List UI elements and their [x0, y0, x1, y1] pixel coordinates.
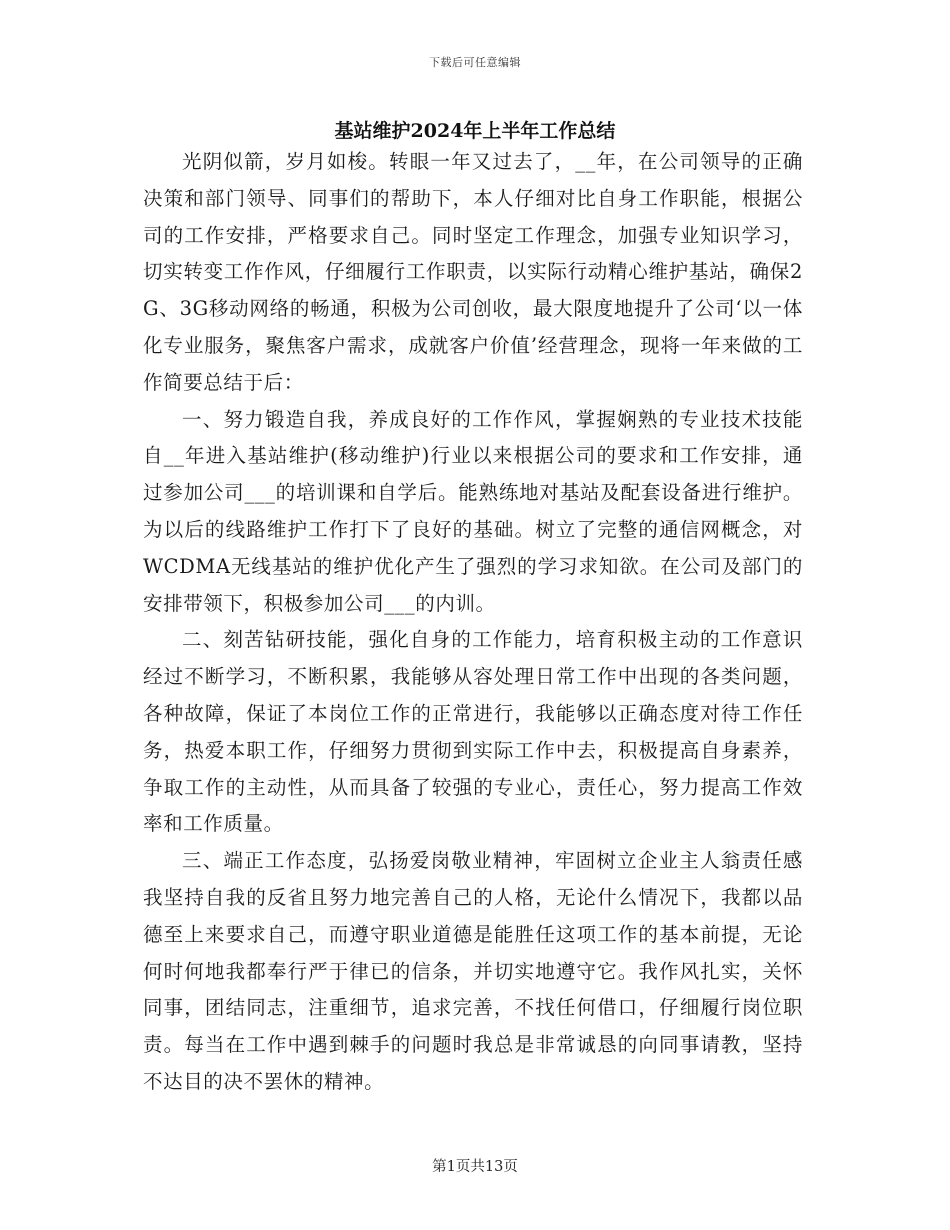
header-note: 下载后可任意编辑 [429, 56, 521, 69]
paragraph-section-2: 二、刻苦钻研技能，强化自身的工作能力，培育积极主动的工作意识经过不断学习，不断积累，我能够从容处理日常工作中出现的各类问题，各种故障，保证了本岗位工作的正常进行，我能够以正确态度对待工作任务，热爱本职工作，仔细努力贯彻到实际工作中去，积极提高自身素养，争取工作的主动性，从而具备了较强的专业心，责任心，努力提高工作效率和工作质量。 [143, 628, 803, 836]
paragraph-section-1: 一、努力锻造自我，养成良好的工作作风，掌握娴熟的专业技术技能自__年进入基站维护(移动维护)行业以来根据公司的要求和工作安排，通过参加公司___的培训课和自学后。能熟练地对基站及配套设备进行维护。为以后的线路维护工作打下了良好的基础。树立了完整的通信网概念，对WCDMA无线基站的维护优化产生了强烈的学习求知欲。在公司及部门的安排带领下，积极参加公司___的内训。 [143, 407, 803, 615]
document-body [143, 144, 803, 1101]
paragraph-intro: 光阴似箭，岁月如梭。转眼一年又过去了，__年，在公司领导的正确决策和部门领导、同事们的帮助下，本人仔细对比自身工作职能，根据公司的工作安排，严格要求自己。同时坚定工作理念，加强专业知识学习，切实转变工作作风，仔细履行工作职责，以实际行动精心维护基站，确保2G、3G移动网络的畅通，积极为公司创收，最大限度地提升了公司‘以一体化专业服务，聚焦客户需求，成就客户价值’经营理念，现将一年来做的工作简要总结于后： [143, 150, 803, 394]
paragraph-section-3: 三、端正工作态度，弘扬爱岗敬业精神，牢固树立企业主人翁责任感我坚持自我的反省且努力地完善自己的人格，无论什么情况下，我都以品德至上来要求自己，而遵守职业道德是能胜任这项工作的基本前提，无论何时何地我都奉行严于律已的信条，并切实地遵守它。我作风扎实，关怀同事，团结同志，注重细节，追求完善，不找任何借口，仔细履行岗位职责。每当在工作中遇到棘手的问题时我总是非常诚恳的向同事请教，坚持不达目的决不罢休的精神。 [143, 849, 803, 1093]
page-number-footer: 第1页共13页 [432, 1159, 518, 1175]
document-title: 基站维护2024年上半年工作总结 [334, 120, 616, 142]
